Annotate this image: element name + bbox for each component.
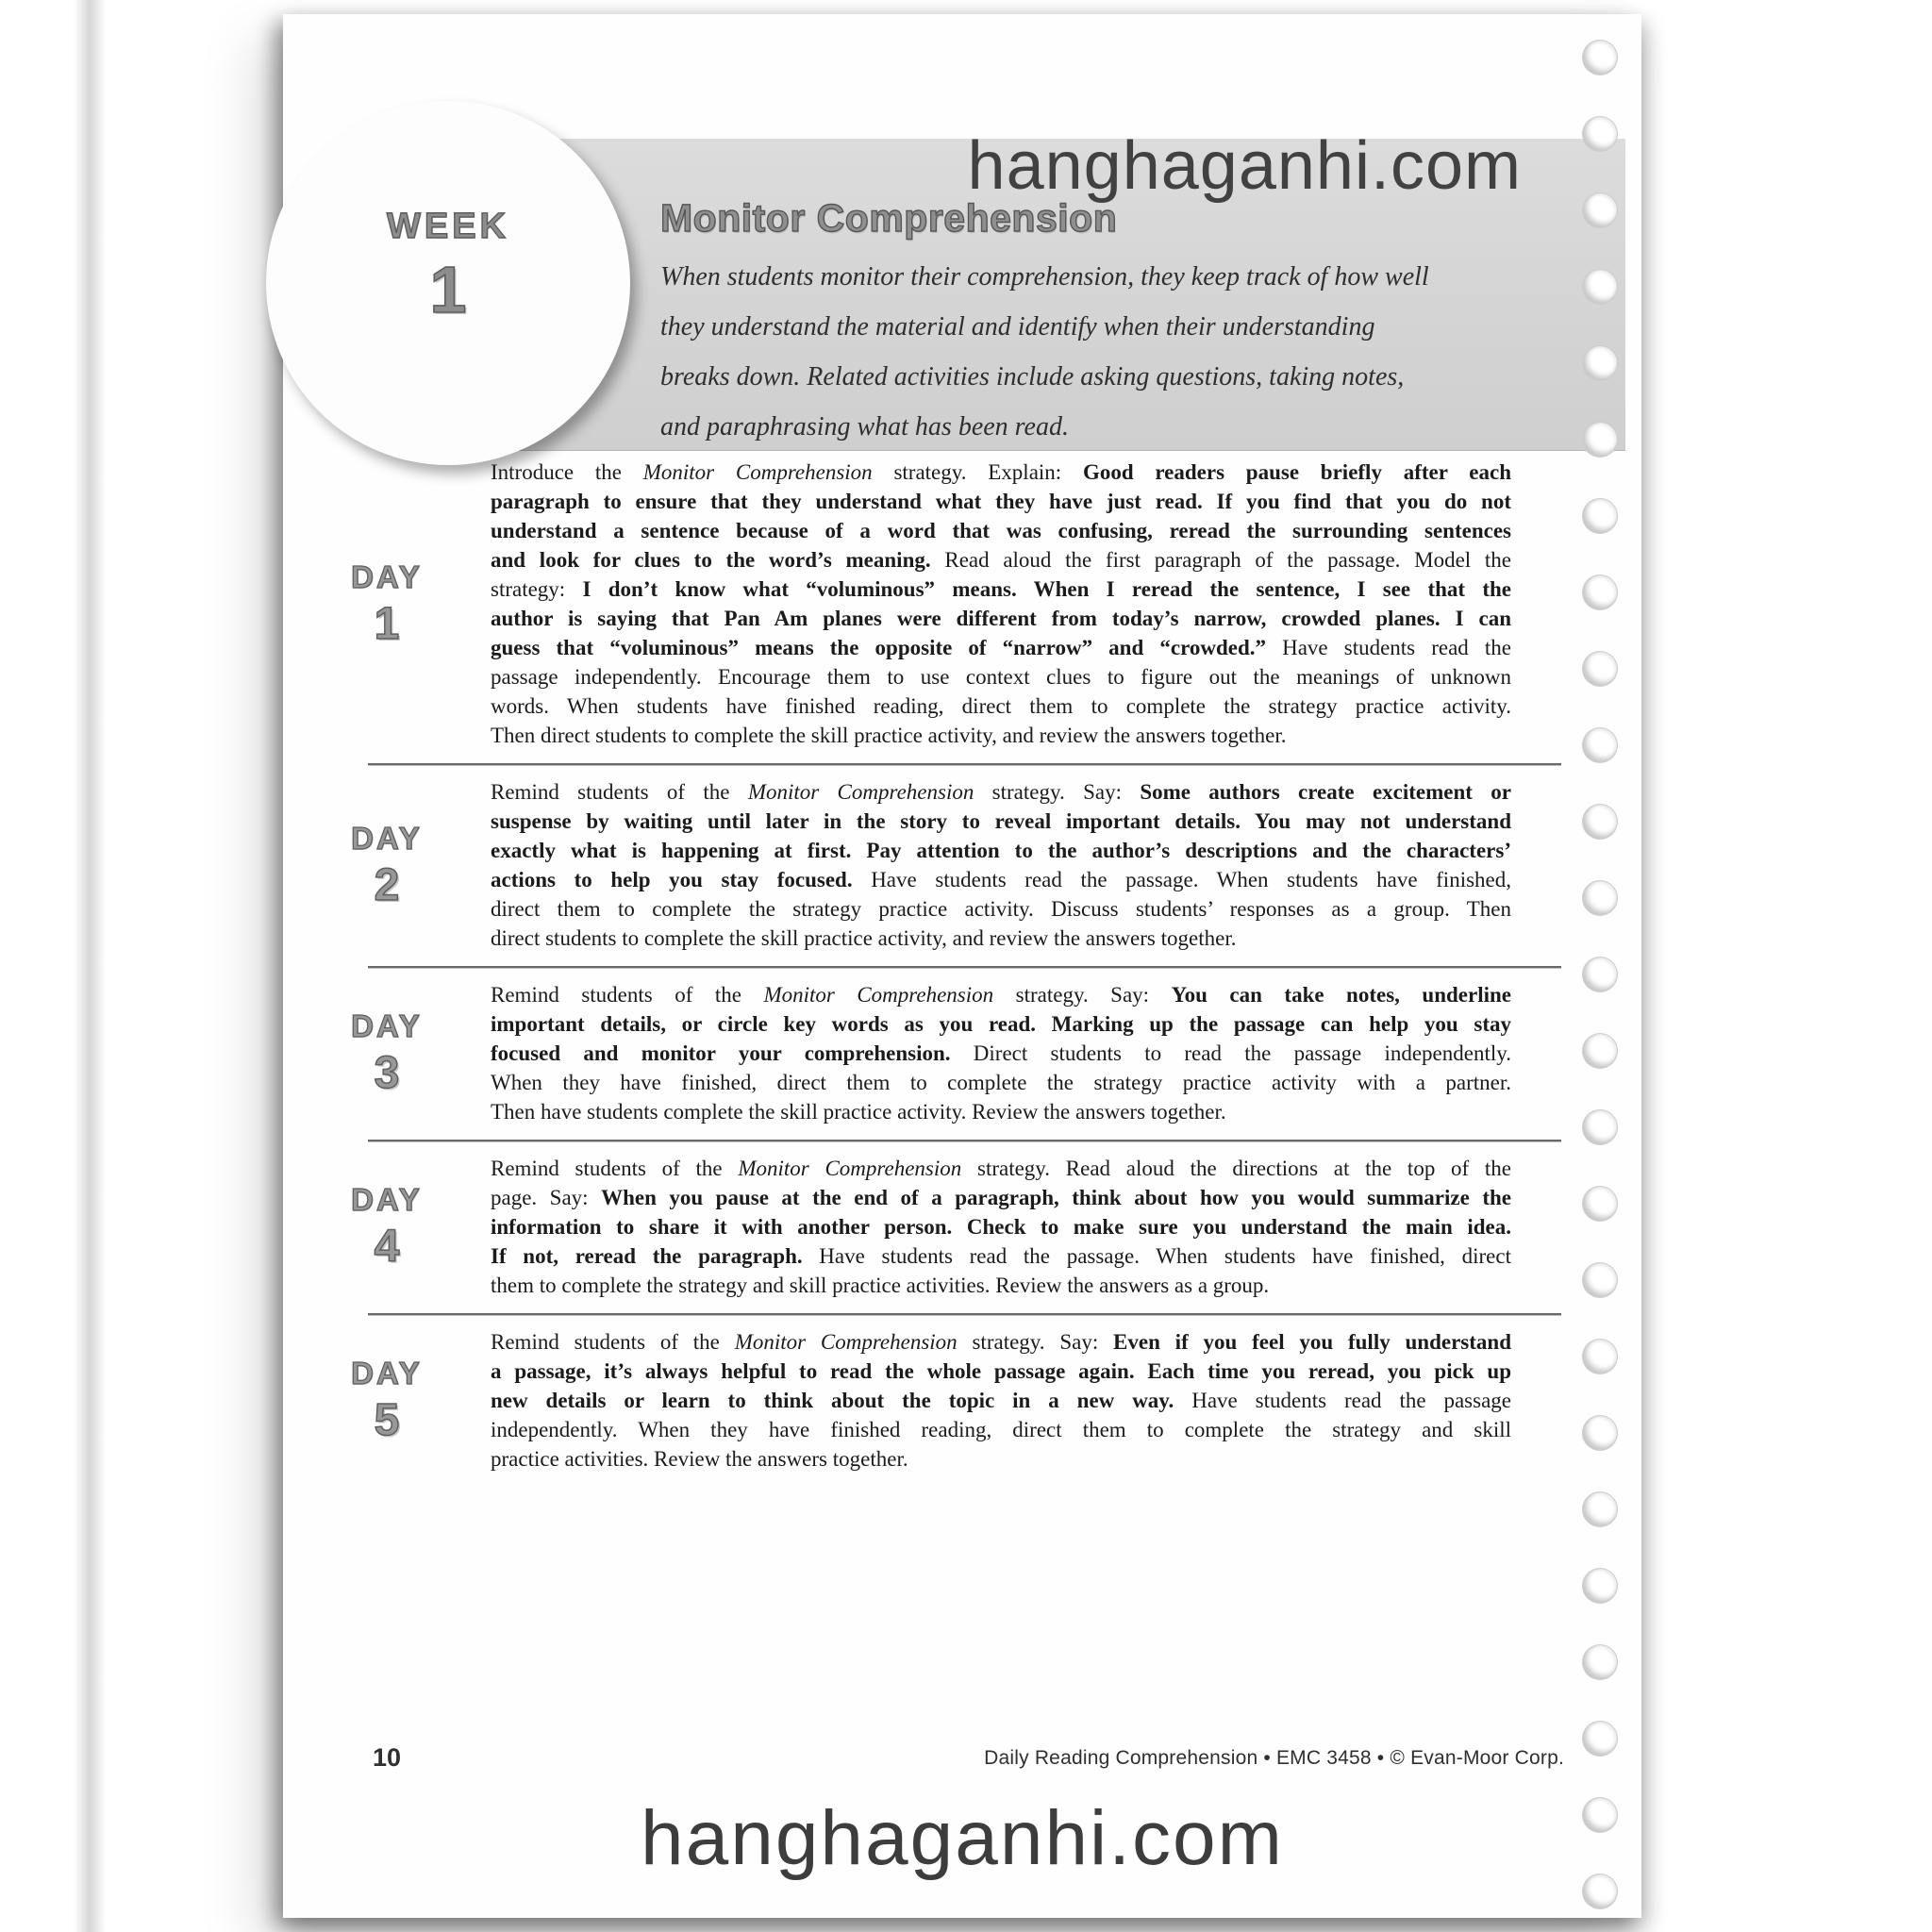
day-instructions <box>491 1327 1511 1474</box>
punch-hole <box>1582 727 1618 763</box>
punch-hole <box>1582 1415 1618 1451</box>
instruction-line: practice activities. Review the answers together. <box>491 1447 908 1471</box>
instruction-line: Then direct students to complete the skill practice activity, and review the answers together. <box>491 724 1287 747</box>
instruction-line: important details, or circle key words as you read. Marking up the passage can help you stay <box>491 1012 1511 1036</box>
day-label: DAY <box>351 1182 423 1217</box>
punch-hole <box>1582 1721 1618 1757</box>
day-instructions <box>491 777 1511 953</box>
punch-hole <box>1582 345 1618 381</box>
day-number: 1 <box>374 598 400 649</box>
punch-hole <box>1582 40 1618 75</box>
scan-shadow-artifact <box>74 0 106 1932</box>
week-badge <box>266 101 630 465</box>
instruction-line: strategy: I don’t know what “voluminous” means. When I reread the sentence, I see that the <box>491 577 1511 601</box>
punch-hole <box>1582 1491 1618 1527</box>
instruction-line: Remind students of the Monitor Comprehension strategy. Say: You can take notes, underline <box>491 983 1511 1007</box>
punch-hole <box>1582 1568 1618 1604</box>
day-number: 5 <box>374 1395 400 1445</box>
strategy-description <box>660 252 1509 452</box>
description-line: When students monitor their comprehension, they keep track of how well <box>660 262 1429 291</box>
week-number: 1 <box>429 253 467 326</box>
day-label: DAY <box>351 1008 423 1043</box>
page-title: Monitor Comprehension <box>660 196 1118 240</box>
description-line: they understand the material and identify when their understanding <box>660 312 1375 341</box>
instruction-line: Remind students of the Monitor Comprehension strategy. Say: Even if you feel you fully understand <box>491 1330 1511 1354</box>
day-separator <box>368 1140 1561 1142</box>
instruction-line: words. When students have finished reading, direct them to complete the strategy practice activity. <box>491 694 1511 718</box>
instruction-line: When they have finished, direct them to complete the strategy practice activity with a partner. <box>491 1071 1511 1094</box>
instruction-line: Remind students of the Monitor Comprehension strategy. Read aloud the directions at the top of the <box>491 1157 1511 1180</box>
punch-hole <box>1582 1186 1618 1222</box>
watermark-bottom: hanghaganhi.com <box>641 1795 1284 1881</box>
punch-hole <box>1582 1339 1618 1374</box>
day-number: 2 <box>374 859 400 910</box>
instruction-line: independently. When they have finished reading, direct them to complete the strategy and skill <box>491 1418 1511 1441</box>
day-separator <box>368 1313 1561 1316</box>
instruction-line: paragraph to ensure that they understand what they have just read. If you find that you do not <box>491 490 1511 513</box>
day-instructions <box>491 980 1511 1126</box>
instruction-line: If not, reread the paragraph. Have students read the passage. When students have finished, direct <box>491 1244 1511 1268</box>
day-separator <box>368 966 1561 969</box>
instruction-line: focused and monitor your comprehension. Direct students to read the passage independently. <box>491 1041 1511 1065</box>
day-separator <box>368 763 1561 766</box>
description-line: breaks down. Related activities include asking questions, taking notes, <box>660 362 1405 391</box>
instruction-line: Introduce the Monitor Comprehension strategy. Explain: Good readers pause briefly after each <box>491 460 1511 484</box>
punch-hole <box>1582 1109 1618 1145</box>
day-label-box <box>283 1184 491 1270</box>
punch-hole <box>1582 192 1618 228</box>
description-line: and paraphrasing what has been read. <box>660 412 1069 441</box>
publisher-credit: Daily Reading Comprehension • EMC 3458 • © Evan-Moor Corp. <box>984 1747 1564 1769</box>
instruction-line: passage independently. Encourage them to use context clues to figure out the meanings of unknown <box>491 665 1511 689</box>
day-label: DAY <box>351 820 423 856</box>
day-number: 4 <box>374 1222 400 1272</box>
instruction-line: Then have students complete the skill practice activity. Review the answers together. <box>491 1100 1226 1124</box>
punch-hole <box>1582 1644 1618 1680</box>
instruction-line: understand a sentence because of a word that was confusing, reread the surrounding sentences <box>491 519 1511 542</box>
day-row <box>283 1327 1641 1474</box>
binder-holes-column <box>1582 40 1618 1932</box>
instruction-line: them to complete the strategy and skill practice activities. Review the answers as a group. <box>491 1274 1270 1297</box>
instruction-line: suspense by waiting until later in the story to reveal important details. You may not understand <box>491 809 1511 833</box>
day-number: 3 <box>374 1048 400 1098</box>
week-label: WEEK <box>387 207 509 246</box>
page <box>283 14 1641 1918</box>
instruction-line: Remind students of the Monitor Comprehension strategy. Say: Some authors create excitement or <box>491 780 1511 804</box>
punch-hole <box>1582 498 1618 534</box>
punch-hole <box>1582 804 1618 840</box>
day-label-box <box>283 558 491 649</box>
instruction-line: and look for clues to the word’s meaning. Read aloud the first paragraph of the passage. Model the <box>491 548 1511 572</box>
instruction-line: new details or learn to think about the topic in a new way. Have students read the passage <box>491 1389 1511 1412</box>
day-row <box>283 1154 1641 1300</box>
punch-hole <box>1582 880 1618 916</box>
instruction-line: author is saying that Pan Am planes were different from today’s narrow, crowded planes. I can <box>491 607 1511 630</box>
punch-hole <box>1582 1033 1618 1069</box>
day-instruction-list <box>283 458 1641 1474</box>
day-instructions <box>491 458 1511 750</box>
punch-hole <box>1582 651 1618 687</box>
instruction-line: direct students to complete the skill practice activity, and review the answers together. <box>491 926 1237 950</box>
punch-hole <box>1582 957 1618 992</box>
day-label-box <box>283 1357 491 1443</box>
instruction-line: actions to help you stay focused. Have students read the passage. When students have finished, <box>491 868 1511 891</box>
instruction-line: exactly what is happening at first. Pay attention to the author’s descriptions and the characters’ <box>491 839 1511 862</box>
instruction-line: guess that “voluminous” means the opposite of “narrow” and “crowded.” Have students read the <box>491 636 1511 659</box>
day-label: DAY <box>351 558 423 594</box>
instruction-line: page. Say: When you pause at the end of a paragraph, think about how you would summarize the <box>491 1186 1511 1209</box>
punch-hole <box>1582 1874 1618 1909</box>
day-instructions <box>491 1154 1511 1300</box>
day-row <box>283 980 1641 1126</box>
punch-hole <box>1582 422 1618 458</box>
punch-hole <box>1582 1797 1618 1833</box>
instruction-line: direct them to complete the strategy practice activity. Discuss students’ responses as a group. Then <box>491 897 1511 921</box>
punch-hole <box>1582 575 1618 610</box>
day-label-box <box>283 1010 491 1096</box>
page-number: 10 <box>373 1743 402 1772</box>
instruction-line: a passage, it’s always helpful to read the whole passage again. Each time you reread, you pick up <box>491 1359 1511 1383</box>
day-label-box <box>283 820 491 910</box>
day-row <box>283 458 1641 750</box>
punch-hole <box>1582 1262 1618 1298</box>
day-row <box>283 777 1641 953</box>
punch-hole <box>1582 269 1618 305</box>
punch-hole <box>1582 116 1618 152</box>
watermark-top: hanghaganhi.com <box>967 128 1522 204</box>
day-label: DAY <box>351 1356 423 1391</box>
instruction-line: information to share it with another person. Check to make sure you understand the main idea. <box>491 1215 1511 1239</box>
